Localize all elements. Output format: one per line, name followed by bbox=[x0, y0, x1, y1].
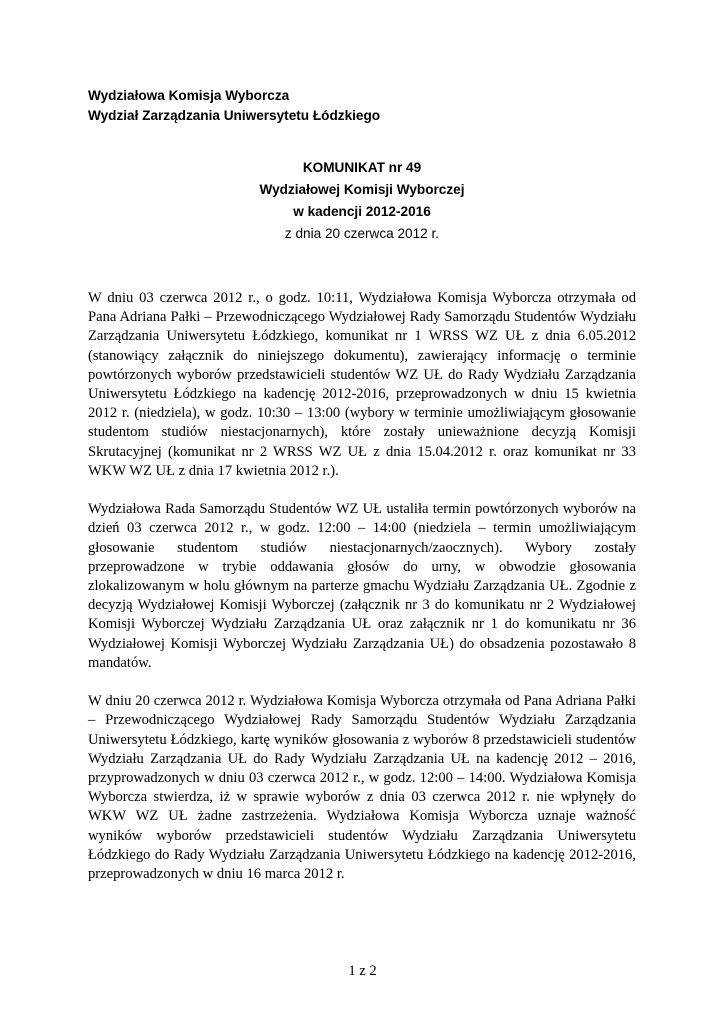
document-header bbox=[88, 86, 380, 126]
faculty-name: Wydział Zarządzania Uniwersytetu Łódzkiego bbox=[88, 108, 381, 123]
document-body bbox=[88, 289, 636, 903]
committee-name: Wydziałowa Komisja Wyborcza bbox=[88, 88, 290, 103]
announcement-date: z dnia 20 czerwca 2012 r. bbox=[284, 226, 440, 241]
body-paragraph-1: W dniu 03 czerwca 2012 r., o godz. 10:11, Wydziałowa Komisja Wyborcza otrzymała od Pana Adriana Pałki – Przewodniczącego Wydziałowej Rady Samorządu Studentów Wydziału Zarządzania Uniwersytetu Łódzkiego, komunikat nr 1 WRSS WZ UŁ z dnia 6.05.2012 (stanowiący załącznik do niniejszego dokumentu), zawierający informację o terminie powtórzonych wyborów przedstawicieli studentów WZ UŁ do Rady Wydziału Zarządzania Uniwersytetu Łódzkiego na kadencję 2012-2016, przeprowadzonych w dniu 15 kwietnia 2012 r. (niedziela), w godz. 10:30 – 13:00 (wybory w terminie umożliwiającym głosowanie studentom studiów niestacjonarnych), które zostały unieważnione decyzją Komisji Skrutacyjnej (komunikat nr 2 WRSS WZ UŁ z dnia 15.04.2012 r. oraz komunikat nr 33 WKW WZ UŁ z dnia 17 kwietnia 2012 r.). bbox=[88, 290, 636, 479]
body-paragraph-3: W dniu 20 czerwca 2012 r. Wydziałowa Komisja Wyborcza otrzymała od Pana Adriana Pałki – Przewodniczącego Wydziałowej Rady Samorządu Studentów Wydziału Zarządzania Uniwersytetu Łódzkiego, kartę wyników głosowania z wyborów 8 przedstawicieli studentów Wydziału Zarządzania UŁ do Rady Wydziału Zarządzania UŁ na kadencję 2012 – 2016, przyprowadzonych w dniu 03 czerwca 2012 r., w godz. 12:00 – 14:00. Wydziałowa Komisja Wyborcza stwierdza, iż w sprawie wyborów z dnia 03 czerwca 2012 r. nie wpłynęły do WKW WZ UŁ żadne zastrzeżenia. Wydziałowa Komisja Wyborcza uznaje ważność wyników wyborów przedstawicieli studentów Wydziału Zarządzania Uniwersytetu Łódzkiego do Rady Wydziału Zarządzania Uniwersytetu Łódzkiego na kadencję 2012-2016, przeprowadzonych w dniu 16 marca 2012 r. bbox=[88, 693, 636, 883]
body-paragraph-2: Wydziałowa Rada Samorządu Studentów WZ UŁ ustaliła termin powtórzonych wyborów na dzień 03 czerwca 2012 r., w godz. 12:00 – 14:00 (niedziela – termin umożliwiającym głosowanie studentom studiów niestacjonarnych/zaocznych). Wybory zostały przeprowadzone w trybie oddawania głosów do urny, w obwodzie głosowania zlokalizowanym w holu głównym na parterze gmachu Wydziału Zarządzania UŁ. Zgodnie z decyzją Wydziałowej Komisji Wyborczej (załącznik nr 3 do komunikatu nr 2 Wydziałowej Komisji Wyborczej Wydziału Zarządzania UŁ oraz załącznik nr 1 do komunikatu nr 36 Wydziałowej Komisji Wyborczej Wydziału Zarządzania UŁ) do obsadzenia pozostawało 8 mandatów. bbox=[88, 501, 636, 671]
announcement-number: KOMUNIKAT nr 49 bbox=[302, 160, 422, 175]
announcement-term: w kadencji 2012-2016 bbox=[293, 204, 431, 219]
announcement-title-block bbox=[88, 157, 636, 245]
announcement-issuer: Wydziałowej Komisji Wyborczej bbox=[259, 182, 465, 197]
page-number: 1 z 2 bbox=[348, 963, 377, 979]
